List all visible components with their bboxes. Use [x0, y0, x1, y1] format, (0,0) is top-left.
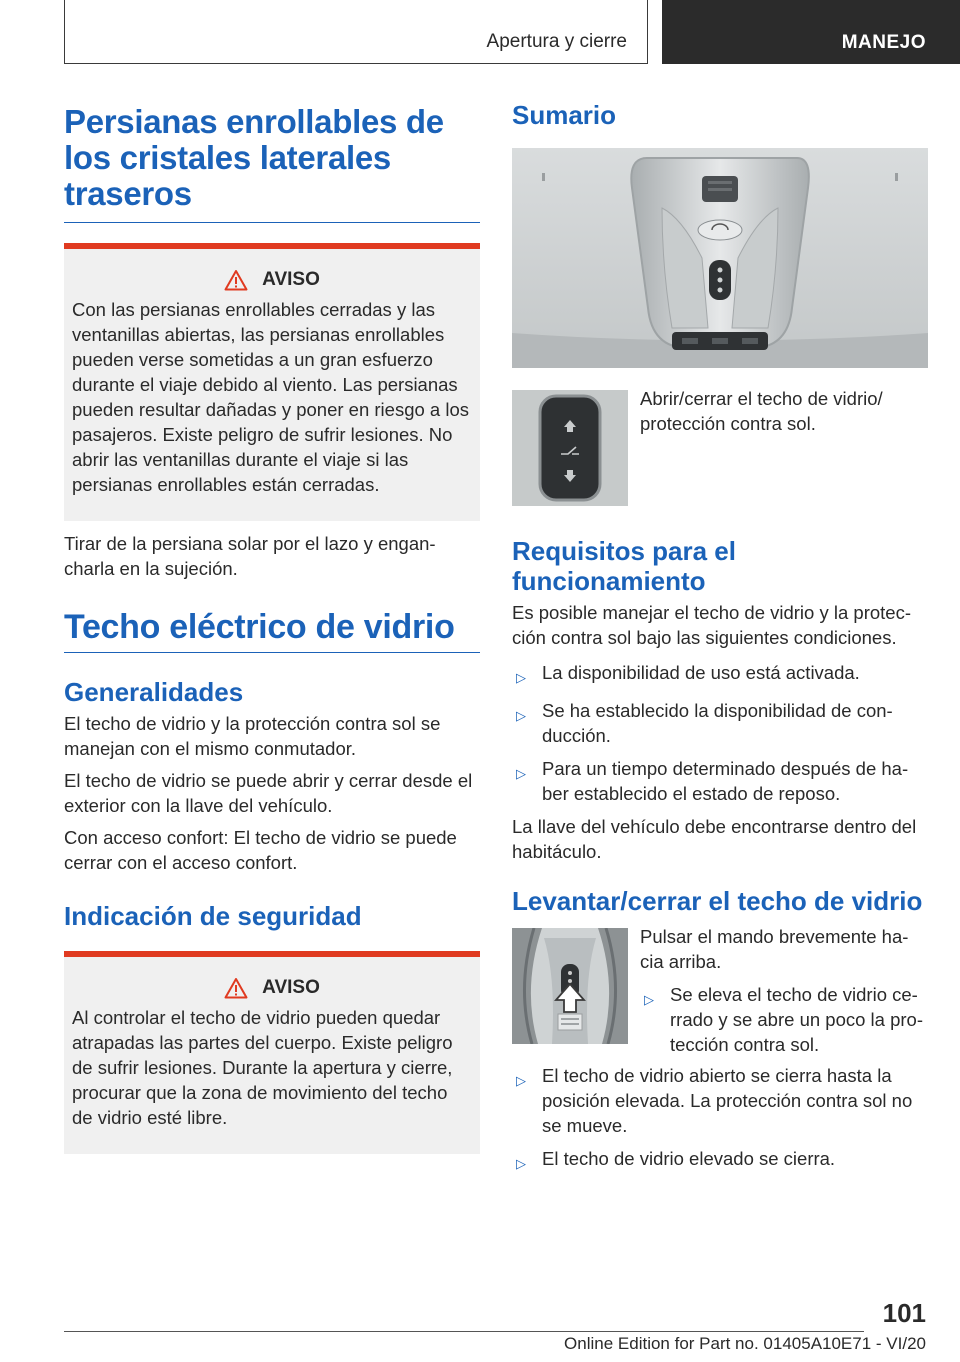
list-item-text: El techo de vidrio elevado se cierra.	[542, 1148, 836, 1169]
bullet-triangle-icon: ▷	[516, 670, 526, 685]
paragraph-pulsar: Pulsar el mando brevemente ha-cia arriba.	[640, 926, 909, 972]
paragraph-general-3: Con acceso confort: El techo de vidrio se puede cerrar con el acceso confort.	[64, 827, 457, 873]
bullet-triangle-icon: ▷	[516, 708, 526, 723]
warning-label: AVISO	[262, 977, 320, 998]
heading-requisitos	[512, 536, 928, 596]
list-item	[512, 660, 928, 690]
list-item	[512, 1063, 928, 1138]
overhead-console-image	[512, 148, 928, 368]
heading-sumario: Sumario	[512, 100, 617, 130]
paragraph-pull-shade: Tirar de la persiana solar por el lazo y engan-charla en la sujeción.	[64, 533, 436, 579]
header-section-box	[64, 0, 648, 64]
heading-levantar: Levantar/cerrar el techo de vidrio	[512, 886, 923, 916]
warning-triangle-icon	[224, 977, 248, 999]
warning-label: AVISO	[262, 269, 320, 290]
page-title	[64, 104, 480, 223]
switch-caption: Abrir/cerrar el techo de vidrio/ protección contra sol.	[640, 388, 883, 434]
bullet-triangle-icon: ▷	[516, 1073, 526, 1088]
header-section-title: Apertura y cierre	[486, 31, 627, 52]
header-chapter-box	[662, 0, 960, 64]
list-item	[640, 982, 928, 1057]
warning-box	[64, 243, 480, 521]
list-item-text: Se eleva el techo de vidrio ce-rrado y se abre un poco la pro-tección contra sol.	[670, 984, 923, 1055]
raise-instructions	[640, 928, 928, 1057]
page-title-line: los cristales laterales	[64, 139, 391, 176]
switch-figure	[512, 390, 928, 506]
paragraph-llave: La llave del vehículo debe encontrarse dentro del habitáculo.	[512, 816, 917, 862]
left-column	[64, 104, 480, 1154]
warning-header	[72, 269, 472, 291]
list-item-text: El techo de vidrio abierto se cierra hasta la posición elevada. La protección contra sol no se mueve.	[542, 1065, 913, 1136]
list-item	[512, 1146, 928, 1176]
overhead-console-illustration	[512, 148, 928, 368]
warning-header	[72, 977, 472, 999]
raise-figure	[512, 928, 928, 1057]
raise-list	[512, 1063, 928, 1176]
roof-switch-image	[512, 390, 628, 506]
raise-switch-image	[512, 928, 628, 1044]
heading-line: Requisitos para el	[512, 536, 736, 566]
warning-triangle-icon	[224, 269, 248, 291]
list-item	[512, 756, 928, 806]
header-chapter-title: MANEJO	[841, 32, 926, 53]
raise-switch-illustration	[512, 928, 628, 1044]
paragraph-requisitos: Es posible manejar el techo de vidrio y la protec-ción contra sol bajo las siguientes condiciones.	[512, 602, 911, 648]
footer-edition: Online Edition for Part no. 01405A10E71 - VI/20	[564, 1334, 926, 1353]
heading-generalidades: Generalidades	[64, 677, 244, 707]
paragraph-general-2: El techo de vidrio se puede abrir y cerrar desde el exterior con la llave del vehículo.	[64, 770, 473, 816]
heading-techo-electrico: Techo eléctrico de vidrio	[64, 607, 480, 653]
heading-seguridad: Indicación de seguridad	[64, 901, 362, 931]
list-item	[512, 698, 928, 748]
list-item-text: La disponibilidad de uso está activada.	[542, 662, 860, 683]
footer-divider	[64, 1331, 864, 1332]
page-title-line: traseros	[64, 175, 192, 212]
heading-line: funcionamiento	[512, 566, 706, 596]
bullet-triangle-icon: ▷	[516, 1156, 526, 1171]
warning-text: Al controlar el techo de vidrio pueden quedar atrapadas las partes del cuerpo. Existe peligro de sufrir lesiones. Durante la apertura y cierre, procurar que la zona de movimiento del techo de vidrio esté libre.	[72, 1007, 453, 1128]
paragraph-general-1: El techo de vidrio y la protección contra sol se manejan con el mismo conmutador.	[64, 713, 441, 759]
warning-text: Con las persianas enrollables cerradas y las ventanillas abiertas, las persianas enrollables pueden verse sometidas a un gran esfuerzo durante el viaje debido al viento. Las persianas pueden resultar dañadas y poner en riesgo a los pasajeros. Existe peligro de sufrir lesiones. No abrir las ventanillas durante el viaje si las persianas enrollables están cerradas.	[72, 299, 469, 495]
roof-switch-illustration	[512, 390, 628, 506]
page-number: 101	[882, 1298, 926, 1328]
bullet-triangle-icon: ▷	[516, 766, 526, 781]
page-title-line: Persianas enrollables de	[64, 103, 444, 140]
right-column	[512, 100, 928, 1176]
warning-box-safety	[64, 951, 480, 1154]
list-item-text: Para un tiempo determinado después de ha-ber establecido el estado de reposo.	[542, 758, 909, 804]
requirements-list	[512, 660, 928, 806]
bullet-triangle-icon: ▷	[644, 992, 654, 1007]
list-item-text: Se ha establecido la disponibilidad de con-ducción.	[542, 700, 893, 746]
